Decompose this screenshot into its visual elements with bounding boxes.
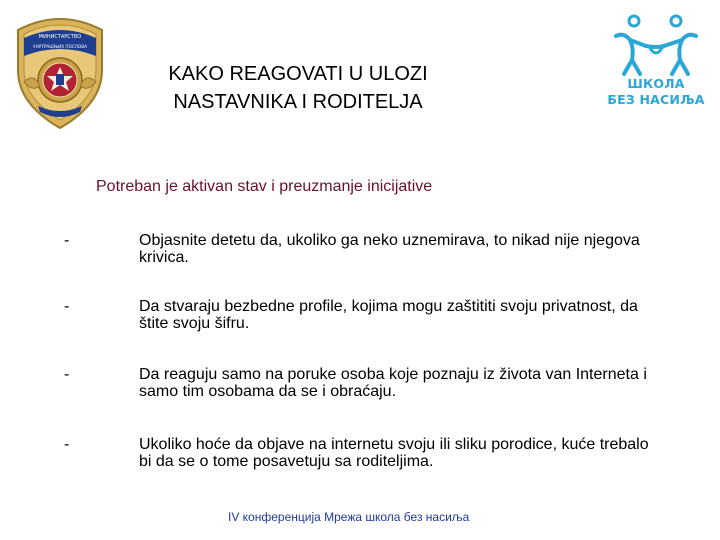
skola-bez-nasilja-logo bbox=[606, 12, 706, 112]
list-marker: - bbox=[64, 298, 70, 315]
logo-line-1: ШКОЛА bbox=[627, 76, 685, 91]
svg-text:МИНИСТАРСТВО: МИНИСТАРСТВО bbox=[38, 34, 82, 40]
svg-text:УНУТРАШЊИХ ПОСЛОВА: УНУТРАШЊИХ ПОСЛОВА bbox=[33, 44, 87, 49]
page-title: KAKO REAGOVATI U ULOZI NASTAVNIKA I RODITELJA bbox=[168, 63, 428, 113]
list-item-text: Objasnite detetu da, ukoliko ga neko uznemirava, to nikad nije njegova krivica. bbox=[139, 232, 640, 266]
subtitle: Potreban je aktivan stav i preuzmanje inicijative bbox=[96, 178, 433, 195]
logo-line-2: БЕЗ НАСИЉА bbox=[607, 92, 705, 107]
list-item-text: Da reaguju samo na poruke osoba koje poznaju iz života van Interneta i samo tim osobama da se i obraćaju. bbox=[139, 366, 647, 400]
list-item-text: Da stvaraju bezbedne profile, kojima mogu zaštititi svoju privatnost, da štite svoju šifru. bbox=[139, 298, 638, 332]
police-badge-logo bbox=[10, 12, 110, 130]
children-figures-icon bbox=[606, 12, 706, 78]
list-marker: - bbox=[64, 436, 70, 453]
footer-text: IV конференција Мрежа школа без насиља bbox=[228, 510, 470, 524]
list-marker: - bbox=[64, 232, 70, 249]
list-item-text: Ukoliko hoće da objave na internetu svoju ili sliku porodice, kuće trebalo bi da se o tome posavetuju sa roditeljima. bbox=[139, 436, 649, 470]
list-marker: - bbox=[64, 366, 70, 383]
